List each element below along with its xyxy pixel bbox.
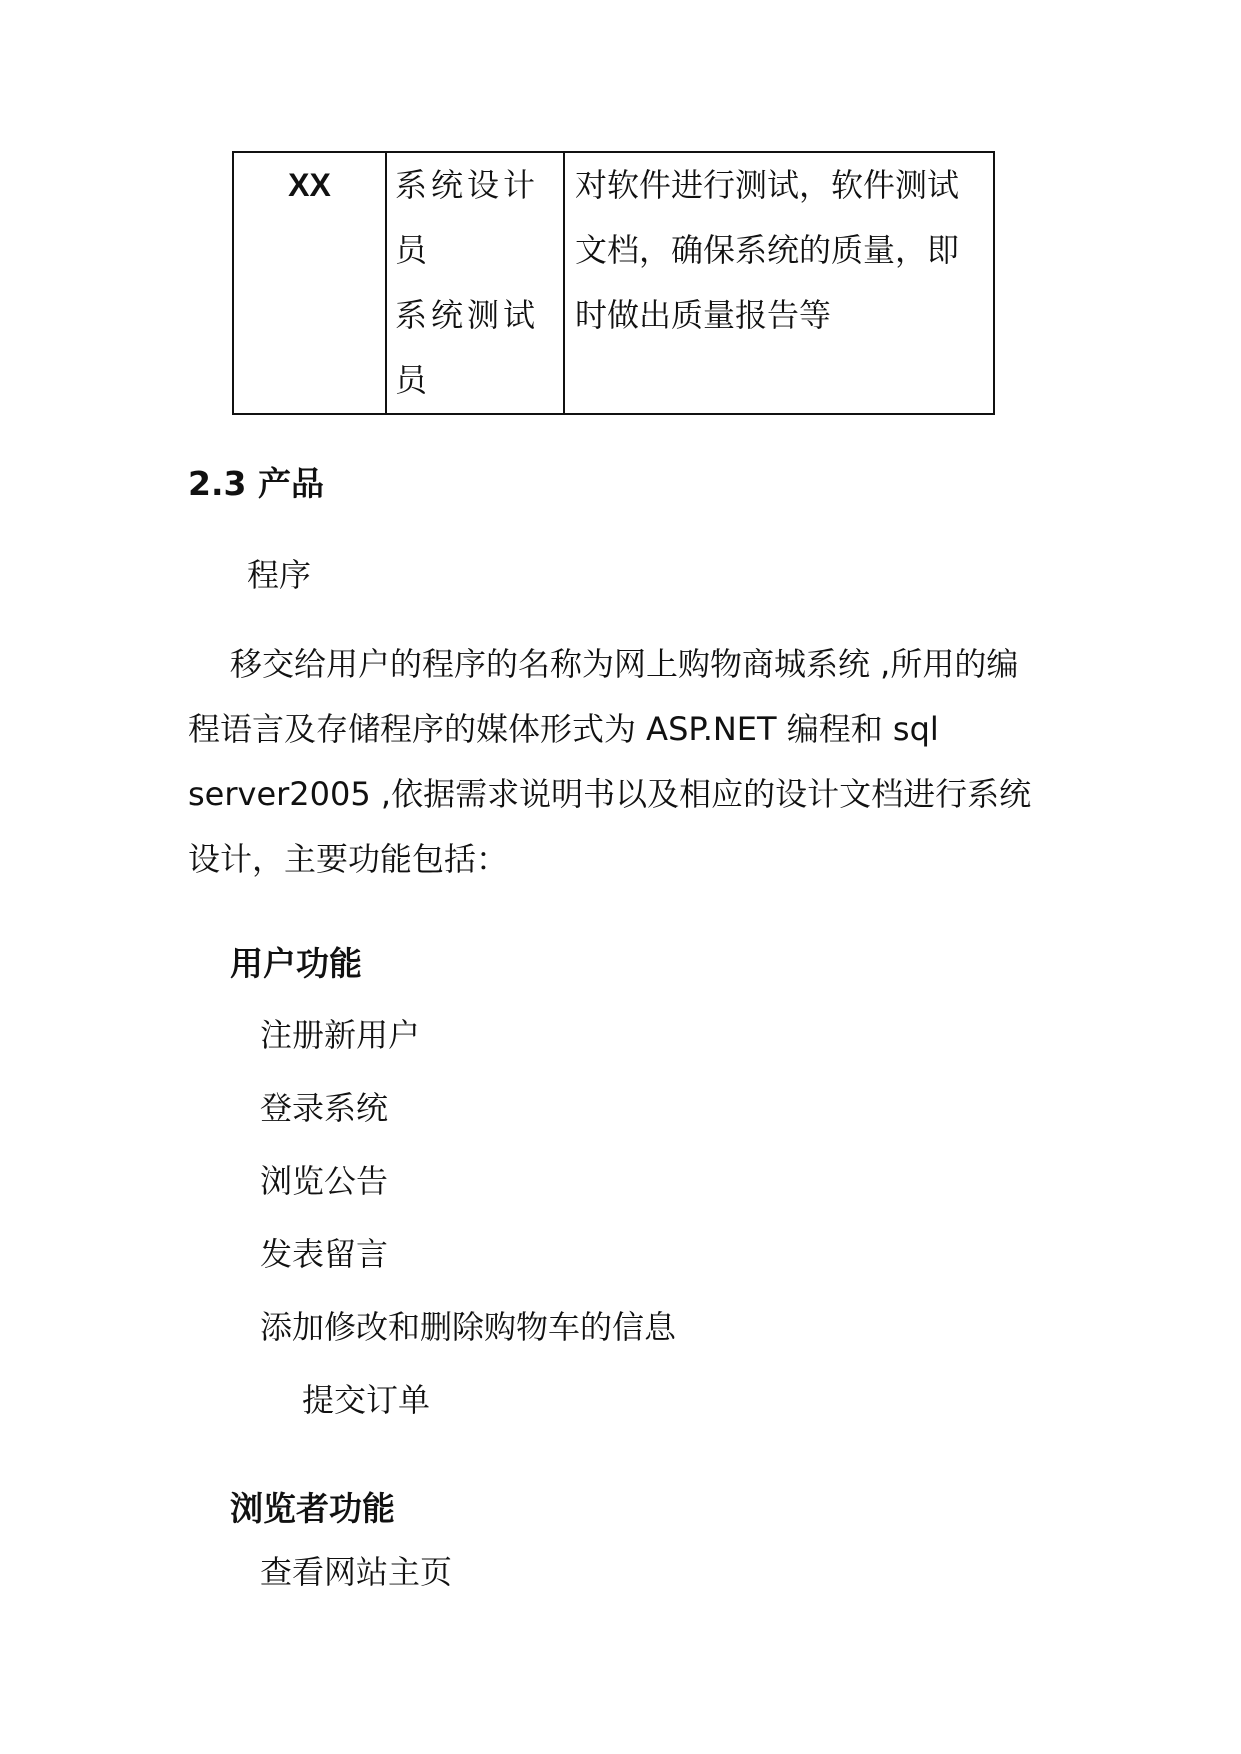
user-functions-heading: 用户功能	[230, 944, 362, 983]
duty-line: 文档，确保系统的质量，即	[575, 231, 960, 269]
paragraph-line: server2005 ,依据需求说明书以及相应的设计文档进行系统	[188, 775, 1032, 813]
list-item: 提交订单	[302, 1381, 431, 1419]
list-item: 浏览公告	[260, 1162, 389, 1200]
sub-label: 程序	[247, 556, 312, 594]
section-heading: 2.3 产品	[188, 464, 324, 503]
member-name-cell	[233, 152, 386, 414]
intro-paragraph	[188, 632, 1068, 892]
duty-line: 对软件进行测试，软件测试	[575, 166, 960, 204]
table-row	[233, 152, 994, 414]
list-item: 添加修改和删除购物车的信息	[260, 1308, 677, 1346]
role-line: 系统测试	[395, 296, 540, 334]
list-item: 注册新用户	[260, 1016, 421, 1054]
role-line: 系统设计	[395, 166, 540, 204]
role-cell	[386, 152, 564, 414]
paragraph-line: 设计，主要功能包括：	[188, 840, 509, 878]
role-line: 员	[395, 361, 432, 399]
paragraph-line: 程语言及存储程序的媒体形式为 ASP.NET 编程和 sql	[188, 710, 939, 748]
list-item: 登录系统	[260, 1089, 389, 1127]
role-line: 员	[395, 231, 432, 269]
list-item: 发表留言	[260, 1235, 389, 1273]
viewer-functions-heading: 浏览者功能	[230, 1489, 395, 1528]
duty-line: 时做出质量报告等	[575, 296, 832, 334]
member-name: XX	[288, 167, 331, 203]
duty-cell	[564, 152, 994, 414]
paragraph-line: 移交给用户的程序的名称为网上购物商城系统 ,所用的编	[230, 645, 1019, 683]
responsibility-table	[232, 151, 995, 415]
list-item: 查看网站主页	[260, 1553, 453, 1591]
